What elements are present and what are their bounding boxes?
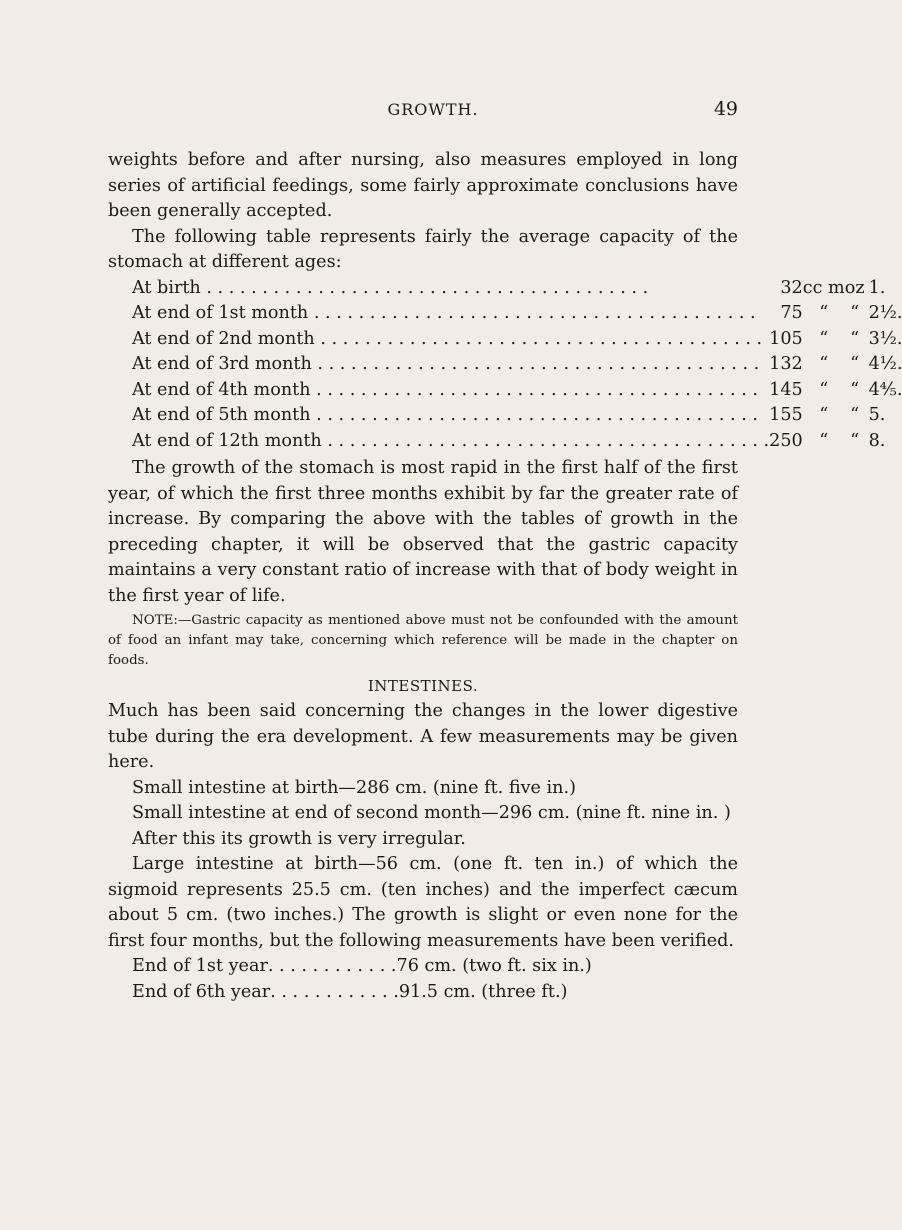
capacity-unit1: “ [819,354,829,374]
capacity-cc: 75 [780,303,803,323]
paragraph-irregular-growth: After this its growth is very irregular. [132,828,466,849]
capacity-age-label: At end of 3rd month [132,354,312,374]
capacity-cc: 132 [769,354,803,374]
capacity-oz: 4⅘. [868,379,902,400]
dot-leader: . . . . . . . . . . . . [267,956,397,976]
figure-value: 76 cm. (two ft. six in.) [396,956,592,976]
capacity-unit2: “ [850,354,860,374]
dot-leader: . . . . . . . . . . . . . . . . . . . . . . . . . . . . . . . . . . . . . . . . [200,277,649,298]
capacity-cc: 250 [769,430,803,451]
capacity-age [132,352,769,378]
paragraph-intestines-intro: Much has been said concerning the changes in the lower digestive tube during the era development. A few measurements may be given here. [108,701,738,772]
capacity-age [132,429,769,455]
capacity-age [132,378,769,404]
capacity-unit2: “ [850,379,860,400]
dot-leader: . . . . . . . . . . . . . . . . . . . . . . . . . . . . . . . . . . . . . . . . [310,379,758,400]
stomach-capacity-table [132,276,902,455]
capacity-unit2: “ [850,303,860,323]
capacity-unit1: cc m [802,277,845,298]
capacity-oz: 8. [868,430,886,451]
paragraph-stomach-growth: The growth of the stomach is most rapid in the first half of the first year, of which the first three months exhibit by far the greater rate of increase. By comparing the above with the tables of growth in the preceding chapter, it will be observed that the gastric capacity maintains a very constant ratio of increase with that of body weight in the first year of life. [108,458,738,606]
dot-leader: . . . . . . . . . . . . . . . . . . . . . . . . . . . . . . . . . . . . . . . . [321,430,770,451]
dot-leader: . . . . . . . . . . . . . . . . . . . . . . . . . . . . . . . . . . . . . . . . [308,303,756,323]
capacity-oz: 4½. [868,354,902,374]
paragraph-small-intestine-second-month: Small intestine at end of second month—296 cm. (nine ft. nine in. ) [132,803,731,823]
capacity-age-label: At end of 1st month [132,303,309,323]
capacity-age-label: At birth [132,277,201,298]
capacity-age [132,276,769,302]
capacity-age [132,403,769,429]
capacity-age-label: At end of 4th month [132,379,311,400]
figure-value: 91.5 cm. (three ft.) [398,981,568,1002]
capacity-unit1: “ [819,430,829,451]
capacity-row [132,403,902,429]
capacity-row [132,301,902,327]
note: NOTE:—Gastric capacity as mentioned above must not be confounded with the amount of food an infant may take, concerning which reference will be made in the chapter on foods. [108,613,738,668]
paragraph-large-intestine: Large intestine at birth—56 cm. (one ft. ten in.) of which the sigmoid represents 25.5 cm. (ten inches) and the imperfect cæcum about 5 cm. (two inches.) The growth is slight or even none for the first four months, but the following measurements have been verified. [108,854,738,951]
body-text [108,148,902,1005]
page-header [128,100,738,126]
capacity-cc: 145 [769,379,803,400]
section-heading-intestines: INTESTINES. [367,677,479,695]
capacity-oz: 1. [868,277,886,298]
capacity-cc: 32 [780,277,803,298]
capacity-age-label: At end of 5th month [132,405,311,425]
capacity-unit2: “ [850,405,860,425]
capacity-unit1: “ [819,303,829,323]
capacity-row [132,429,902,455]
capacity-unit2: “ [850,430,860,451]
capacity-row [132,276,902,302]
paragraph-continuation: weights before and after nursing, also measures employed in long series of artificial feedings, some fairly approximate conclusions have been generally accepted. [108,150,738,221]
capacity-oz: 2½. [868,303,902,323]
large-intestine-figure [108,980,738,1006]
paragraph-table-intro: The following table represents fairly the average capacity of the stomach at different ages: [108,226,738,272]
dot-leader: . . . . . . . . . . . . . . . . . . . . . . . . . . . . . . . . . . . . . . . . [314,328,763,349]
capacity-age-label: At end of 2nd month [132,328,315,349]
capacity-age-label: At end of 12th month [132,430,322,451]
capacity-unit2: “ [850,328,860,349]
dot-leader: . . . . . . . . . . . . . . . . . . . . . . . . . . . . . . . . . . . . . . . . [310,405,758,425]
dot-leader: . . . . . . . . . . . . . . . . . . . . . . . . . . . . . . . . . . . . . . . . [311,354,760,374]
dot-leader: . . . . . . . . . . . . [270,981,399,1002]
capacity-unit1: “ [819,379,829,400]
capacity-row [132,327,902,353]
large-intestine-figures [108,954,738,1005]
capacity-unit1: “ [819,405,829,425]
large-intestine-figure [108,954,738,980]
paragraph-small-intestine-birth: Small intestine at birth—286 cm. (nine ft. five in.) [132,777,576,798]
capacity-cc: 105 [769,328,803,349]
capacity-oz: 3½. [868,328,902,349]
figure-label: End of 6th year [132,981,271,1002]
capacity-row [132,378,902,404]
page-number: 49 [713,98,738,120]
capacity-cc: 155 [769,405,803,425]
capacity-row [132,352,902,378]
figure-label: End of 1st year [132,956,268,976]
capacity-oz: 5. [868,405,886,425]
capacity-unit1: “ [819,328,829,349]
capacity-age [132,301,769,327]
running-head: GROWTH. [387,100,479,119]
capacity-unit2: oz [844,277,865,298]
capacity-age [132,327,769,353]
